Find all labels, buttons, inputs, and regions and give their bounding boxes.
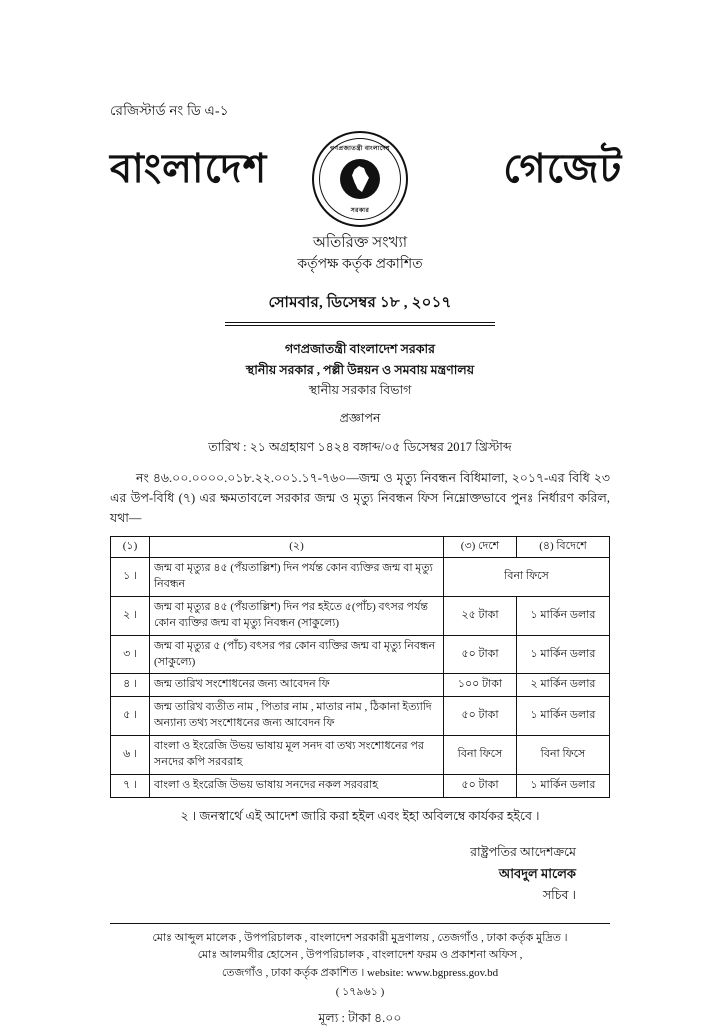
cell-description: জন্ম তারিখ ব্যতীত নাম , পিতার নাম , মাতার নাম , ঠিকানা ইত্যাদি অন্যান্য তথ্য সংশোধনের জন্য আবেদন ফি — [150, 697, 444, 736]
footer-line-3: তেজগাঁও , ঢাকা কর্তৃক প্রকাশিত । website: www.bgpress.gov.bd — [221, 966, 499, 979]
subtitle-line-2: কর্তৃপক্ষ কর্তৃক প্রকাশিত — [297, 256, 423, 272]
table-row — [111, 557, 610, 596]
fee-table — [110, 536, 610, 798]
footer-serial: ( ১৭৯৬১ ) — [335, 986, 385, 999]
cell-foreign-fee: ১ মার্কিন ডলার — [517, 596, 610, 635]
seal-top-text: গণপ্রজাতন্ত্রী বাংলাদেশ — [329, 145, 391, 152]
th-description: (২) — [150, 536, 444, 557]
table-row — [111, 635, 610, 674]
notice-paragraph-text: নং ৪৬.০০.০০০০.০১৮.২২.০০১.১৭-৭৬০—জন্ম ও মৃত্যু নিবন্ধন বিধিমালা, ২০১৭-এর বিধি ২৩ এর উপ-বিধি (৭) এর ক্ষমতাবলে সরকার জন্ম ও মৃত্যু নিবন্ধন ফিস নিম্নোক্তভাবে পুনঃ নির্ধারণ করিল, যথা— — [110, 470, 610, 525]
title-word-right: গেজেট — [503, 146, 623, 191]
seal-bottom-text: সরকার — [350, 207, 370, 214]
notice-heading: প্রজ্ঞাপন — [339, 410, 381, 425]
signatory-designation: সচিব । — [542, 888, 576, 903]
order-by-line: রাষ্ট্রপতির আদেশক্রমে — [470, 845, 576, 860]
cell-serial: ১ । — [111, 557, 150, 596]
notice-paragraph — [110, 468, 610, 528]
table-row — [111, 674, 610, 697]
cell-local-fee: ২৫ টাকা — [444, 596, 517, 635]
cell-foreign-fee: ১ মার্কিন ডলার — [517, 775, 610, 798]
signatory-name: আবদুল মালেক — [498, 866, 576, 882]
divider-double-rule — [225, 322, 495, 327]
cell-description: জন্ম বা মৃত্যুর ৪৫ (পঁয়তাল্লিশ) দিন পর হইতে ৫(পাঁচ) বৎসর পর্যন্ত কোন ব্যক্তির জন্ম বা মৃত্যু নিবন্ধন (সাকুল্যে) — [150, 596, 444, 635]
masthead — [110, 131, 623, 227]
table-row — [111, 697, 610, 736]
footer-line-2: মোঃ আলমগীর হোসেন , উপপরিচালক , বাংলাদেশ ফরম ও প্রকাশনা অফিস , — [197, 949, 523, 962]
title-word-left: বাংলাদেশ — [110, 146, 268, 191]
cell-description: বাংলা ও ইংরেজি উভয় ভাষায় সনদের নকল সরবরাহ — [150, 775, 444, 798]
cell-description: জন্ম বা মৃত্যুর ৫ (পাঁচ) বৎসর পর কোন ব্যক্তির জন্ম বা মৃত্যু নিবন্ধন (সাকুল্যে) — [150, 635, 444, 674]
cell-serial: ৪ । — [111, 674, 150, 697]
price-line: মূল্য : টাকা ৪.০০ — [318, 1011, 402, 1026]
cell-local-fee: ৫০ টাকা — [444, 635, 517, 674]
signature-block — [110, 842, 610, 907]
th-local-fee: (৩) দেশে — [444, 536, 517, 557]
table-row — [111, 775, 610, 798]
th-serial: (১) — [111, 536, 150, 557]
cell-serial: ৫ । — [111, 697, 150, 736]
cell-foreign-fee: ১ মার্কিন ডলার — [517, 635, 610, 674]
publication-date: সোমবার, ডিসেম্বর ১৮ , ২০১৭ — [268, 295, 452, 312]
table-row — [111, 736, 610, 775]
cell-serial: ৭ । — [111, 775, 150, 798]
cell-foreign-fee: ২ মার্কিন ডলার — [517, 674, 610, 697]
cell-local-fee: বিনা ফিসে — [444, 736, 517, 775]
government-block — [110, 339, 610, 401]
cell-serial: ২ । — [111, 596, 150, 635]
gov-line-1: গণপ্রজাতন্ত্রী বাংলাদেশ সরকার — [284, 342, 436, 357]
cell-serial: ৬ । — [111, 736, 150, 775]
registration-number: রেজিস্টার্ড নং ডি এ-১ — [110, 103, 229, 118]
table-row — [111, 596, 610, 635]
notice-date: তারিখ : ২১ অগ্রহায়ণ ১৪২৪ বঙ্গাব্দ/০৫ ডিসেম্বর 2017 খ্রিস্টাব্দ — [208, 439, 512, 454]
cell-foreign-fee: বিনা ফিসে — [517, 736, 610, 775]
cell-foreign-fee: ১ মার্কিন ডলার — [517, 697, 610, 736]
clause-two: ২ । জনস্বার্থে এই আদেশ জারি করা হইল এবং ইহা অবিলম্বে কার্যকর হইবে । — [180, 809, 540, 824]
cell-description: জন্ম তারিখ সংশোধনের জন্য আবেদন ফি — [150, 674, 444, 697]
cell-serial: ৩ । — [111, 635, 150, 674]
table-header-row — [111, 536, 610, 557]
masthead-subtitle — [110, 233, 610, 275]
footer-divider — [110, 923, 610, 924]
cell-description: বাংলা ও ইংরেজি উভয় ভাষায় মূল সনদ বা তথ্য সংশোধনের পর সনদের কপি সরবরাহ — [150, 736, 444, 775]
footer-line-1: মোঃ আব্দুল মালেক , উপপরিচালক , বাংলাদেশ সরকারী মুদ্রণালয় , তেজগাঁও , ঢাকা কর্তৃক মুদ্রিত । — [152, 931, 568, 944]
cell-local-fee: ১০০ টাকা — [444, 674, 517, 697]
th-foreign-fee: (৪) বিদেশে — [517, 536, 610, 557]
cell-description: জন্ম বা মৃত্যুর ৪৫ (পঁয়তাল্লিশ) দিন পর্যন্ত কোন ব্যক্তির জন্ম বা মৃত্যু নিবন্ধন — [150, 557, 444, 596]
cell-local-fee: ৫০ টাকা — [444, 775, 517, 798]
gov-line-2: স্থানীয় সরকার , পল্লী উন্নয়ন ও সমবায় মন্ত্রণালয় — [245, 362, 475, 377]
cell-local-fee: ৫০ টাকা — [444, 697, 517, 736]
subtitle-line-1: অতিরিক্ত সংখ্যা — [312, 235, 408, 251]
cell-fee-both: বিনা ফিসে — [444, 557, 610, 596]
footer-block — [110, 930, 610, 1002]
gov-line-3: স্থানীয় সরকার বিভাগ — [308, 383, 412, 398]
